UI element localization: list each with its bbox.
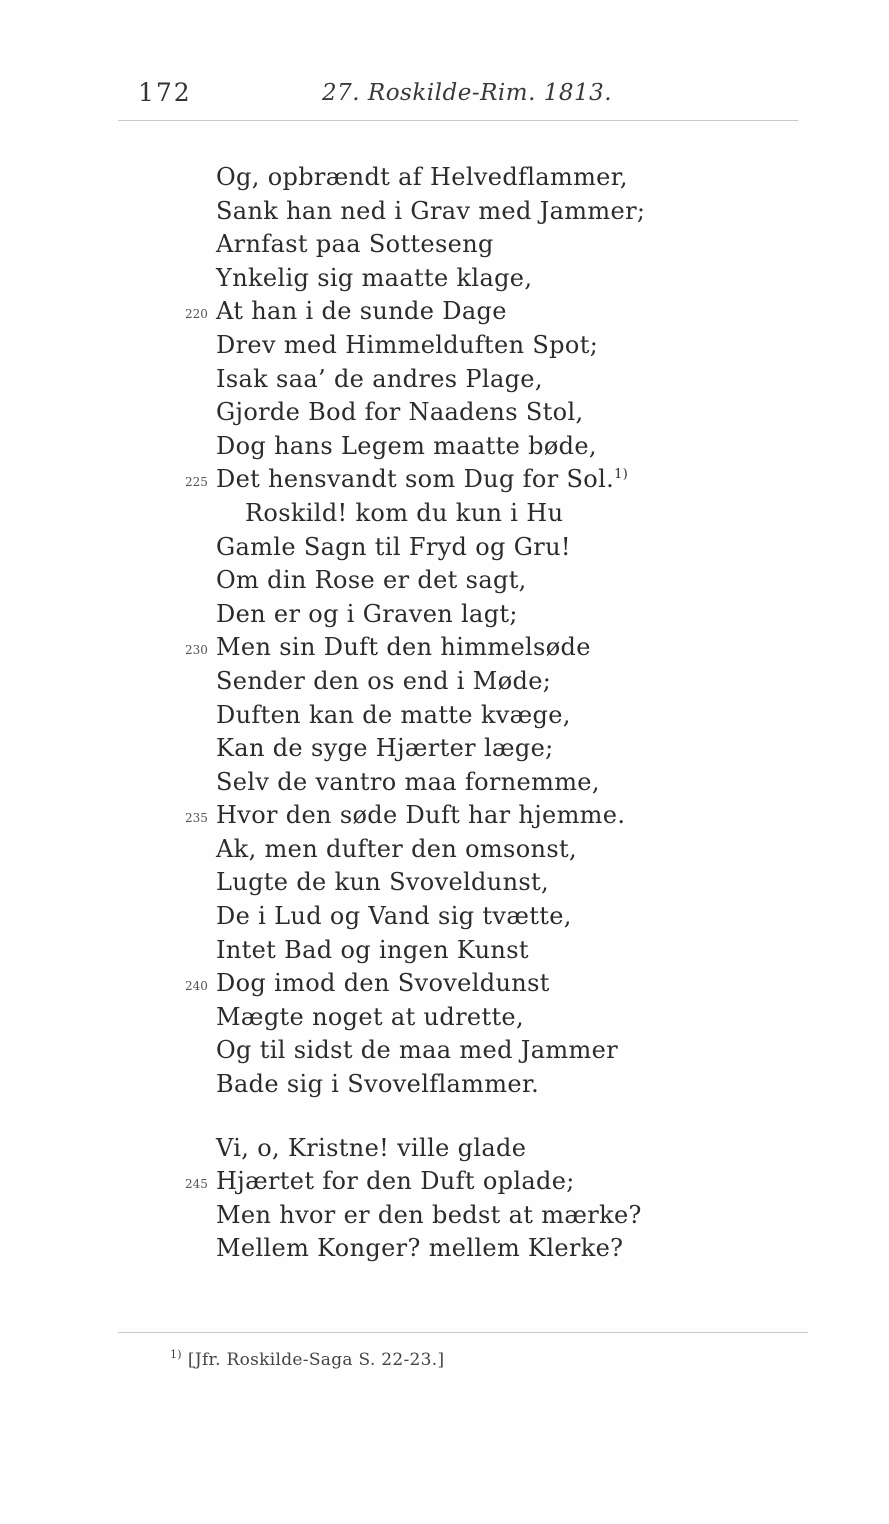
verse-line	[0, 365, 889, 399]
verse-line	[0, 835, 889, 869]
verse-text	[216, 1201, 642, 1229]
verse-words: Hjærtet for den Duft oplade;	[216, 1167, 575, 1196]
verse-words: Isak saa’ de andres Plage,	[216, 364, 543, 393]
verse-words: Vi, o, Kristne! ville glade	[216, 1133, 527, 1162]
stanza	[0, 1134, 889, 1268]
verse-words: Gamle Sagn til Fryd og Gru!	[216, 532, 571, 561]
verse-text	[216, 1070, 539, 1098]
verse-words: Men sin Duft den himmelsøde	[216, 633, 591, 662]
line-number: 240	[185, 979, 208, 994]
verse-line	[0, 1167, 889, 1201]
verse-words: Drev med Himmelduften Spot;	[216, 330, 599, 359]
verse-line	[0, 768, 889, 802]
page-number: 172	[138, 78, 192, 107]
verse-line	[0, 801, 889, 835]
verse-line	[0, 398, 889, 432]
verse-text	[216, 331, 598, 359]
verse-words: Hvor den søde Duft har hjemme.	[216, 801, 626, 830]
verse-words: Mellem Konger? mellem Klerke?	[216, 1234, 624, 1263]
verse-text	[216, 936, 529, 964]
verse-words: Arnfast paa Sotteseng	[216, 230, 494, 259]
footnote-rule	[118, 1332, 808, 1333]
verse-text	[216, 566, 527, 594]
verse-words: Ynkelig sig maatte klage,	[216, 263, 533, 292]
header-rule	[118, 120, 798, 121]
verse-text	[216, 701, 571, 729]
verse-text	[216, 633, 591, 661]
verse-line	[0, 701, 889, 735]
verse-text	[216, 163, 628, 191]
verse-text	[216, 835, 577, 863]
verse-words: Men hvor er den bedst at mærke?	[216, 1200, 642, 1229]
running-head: 27. Roskilde-Rim. 1813.	[322, 80, 613, 106]
verse-line	[0, 1070, 889, 1104]
verse-words: Og, opbrændt af Helvedflammer,	[216, 163, 628, 191]
verse-words: Kan de syge Hjærter læge;	[216, 734, 554, 763]
line-number: 230	[185, 643, 208, 658]
verse-text	[216, 365, 543, 393]
verse-text	[216, 398, 583, 426]
verse-line	[0, 868, 889, 902]
verse-line	[0, 902, 889, 936]
verse-line	[0, 197, 889, 231]
verse-words: Intet Bad og ingen Kunst	[216, 935, 529, 964]
verse-words: Dog hans Legem maatte bøde,	[216, 431, 597, 460]
verse-line	[0, 432, 889, 466]
footnote-text: [Jfr. Roskilde-Saga S. 22-23.]	[187, 1350, 445, 1370]
verse-line	[0, 465, 889, 499]
verse-words: Sank han ned i Grav med Jammer;	[216, 196, 646, 225]
verse-words: Selv de vantro maa fornemme,	[216, 767, 600, 796]
verse-line	[0, 331, 889, 365]
verse-text	[216, 868, 549, 896]
verse-text	[216, 734, 554, 762]
verse-words: Mægte noget at udrette,	[216, 1002, 524, 1031]
stanza	[0, 163, 889, 1104]
verse-line	[0, 230, 889, 264]
verse-text	[216, 1167, 575, 1195]
verse-words: Bade sig i Svovelflammer.	[216, 1070, 540, 1099]
verse-words: Og til sidst de maa med Jammer	[216, 1036, 619, 1065]
verse-line	[0, 499, 889, 533]
verse-text	[216, 432, 597, 460]
verse-text	[216, 465, 628, 493]
verse-words: Sender den os end i Møde;	[216, 666, 552, 695]
verse-line	[0, 1201, 889, 1235]
verse-line	[0, 533, 889, 567]
verse-text	[216, 1134, 526, 1162]
verse-words: Duften kan de matte kvæge,	[216, 700, 571, 729]
verse-line	[0, 936, 889, 970]
line-number: 220	[185, 307, 208, 322]
footnote-marker: 1)	[170, 1348, 182, 1361]
verse-text	[216, 1234, 623, 1262]
verse-line	[0, 163, 889, 197]
verse-words: Om din Rose er det sagt,	[216, 566, 527, 595]
footnote	[170, 1350, 444, 1370]
verse-words: Det hensvandt som Dug for Sol.	[216, 465, 615, 494]
verse-words: Roskild! kom du kun i Hu	[245, 498, 564, 527]
verse-line	[0, 1003, 889, 1037]
verse-line	[0, 969, 889, 1003]
verse-text	[216, 600, 518, 628]
verse-line	[0, 566, 889, 600]
verse-text	[216, 197, 645, 225]
verse-text	[216, 533, 571, 561]
verse-words: Dog imod den Svoveldunst	[216, 969, 550, 998]
line-number: 225	[185, 475, 208, 490]
verse-line	[0, 264, 889, 298]
verse-words: Ak, men dufter den omsonst,	[216, 834, 577, 863]
verse-text	[216, 667, 551, 695]
verse-text	[216, 297, 507, 325]
verse-line	[0, 633, 889, 667]
verse-words: At han i de sunde Dage	[216, 297, 507, 326]
verse-text	[216, 969, 550, 997]
verse-words: Den er og i Graven lagt;	[216, 599, 518, 628]
verse-text	[216, 230, 494, 258]
poem-body	[0, 163, 889, 1268]
verse-text	[216, 902, 572, 930]
verse-line	[0, 1134, 889, 1168]
verse-line	[0, 1234, 889, 1268]
verse-words: Gjorde Bod for Naadens Stol,	[216, 398, 584, 427]
verse-text	[216, 1036, 618, 1064]
verse-line	[0, 667, 889, 701]
verse-line	[0, 1036, 889, 1070]
line-number: 245	[185, 1177, 208, 1192]
stanza-break	[0, 1104, 889, 1134]
verse-text	[216, 264, 532, 292]
verse-line	[0, 600, 889, 634]
verse-text	[216, 1003, 524, 1031]
line-number: 235	[185, 811, 208, 826]
verse-text	[216, 768, 600, 796]
verse-words: De i Lud og Vand sig tvætte,	[216, 902, 572, 931]
footnote-reference: 1)	[614, 467, 629, 483]
page-header	[0, 78, 889, 108]
verse-line	[0, 734, 889, 768]
verse-text	[245, 499, 563, 527]
verse-text	[216, 801, 625, 829]
verse-words: Lugte de kun Svoveldunst,	[216, 868, 550, 897]
verse-line	[0, 297, 889, 331]
